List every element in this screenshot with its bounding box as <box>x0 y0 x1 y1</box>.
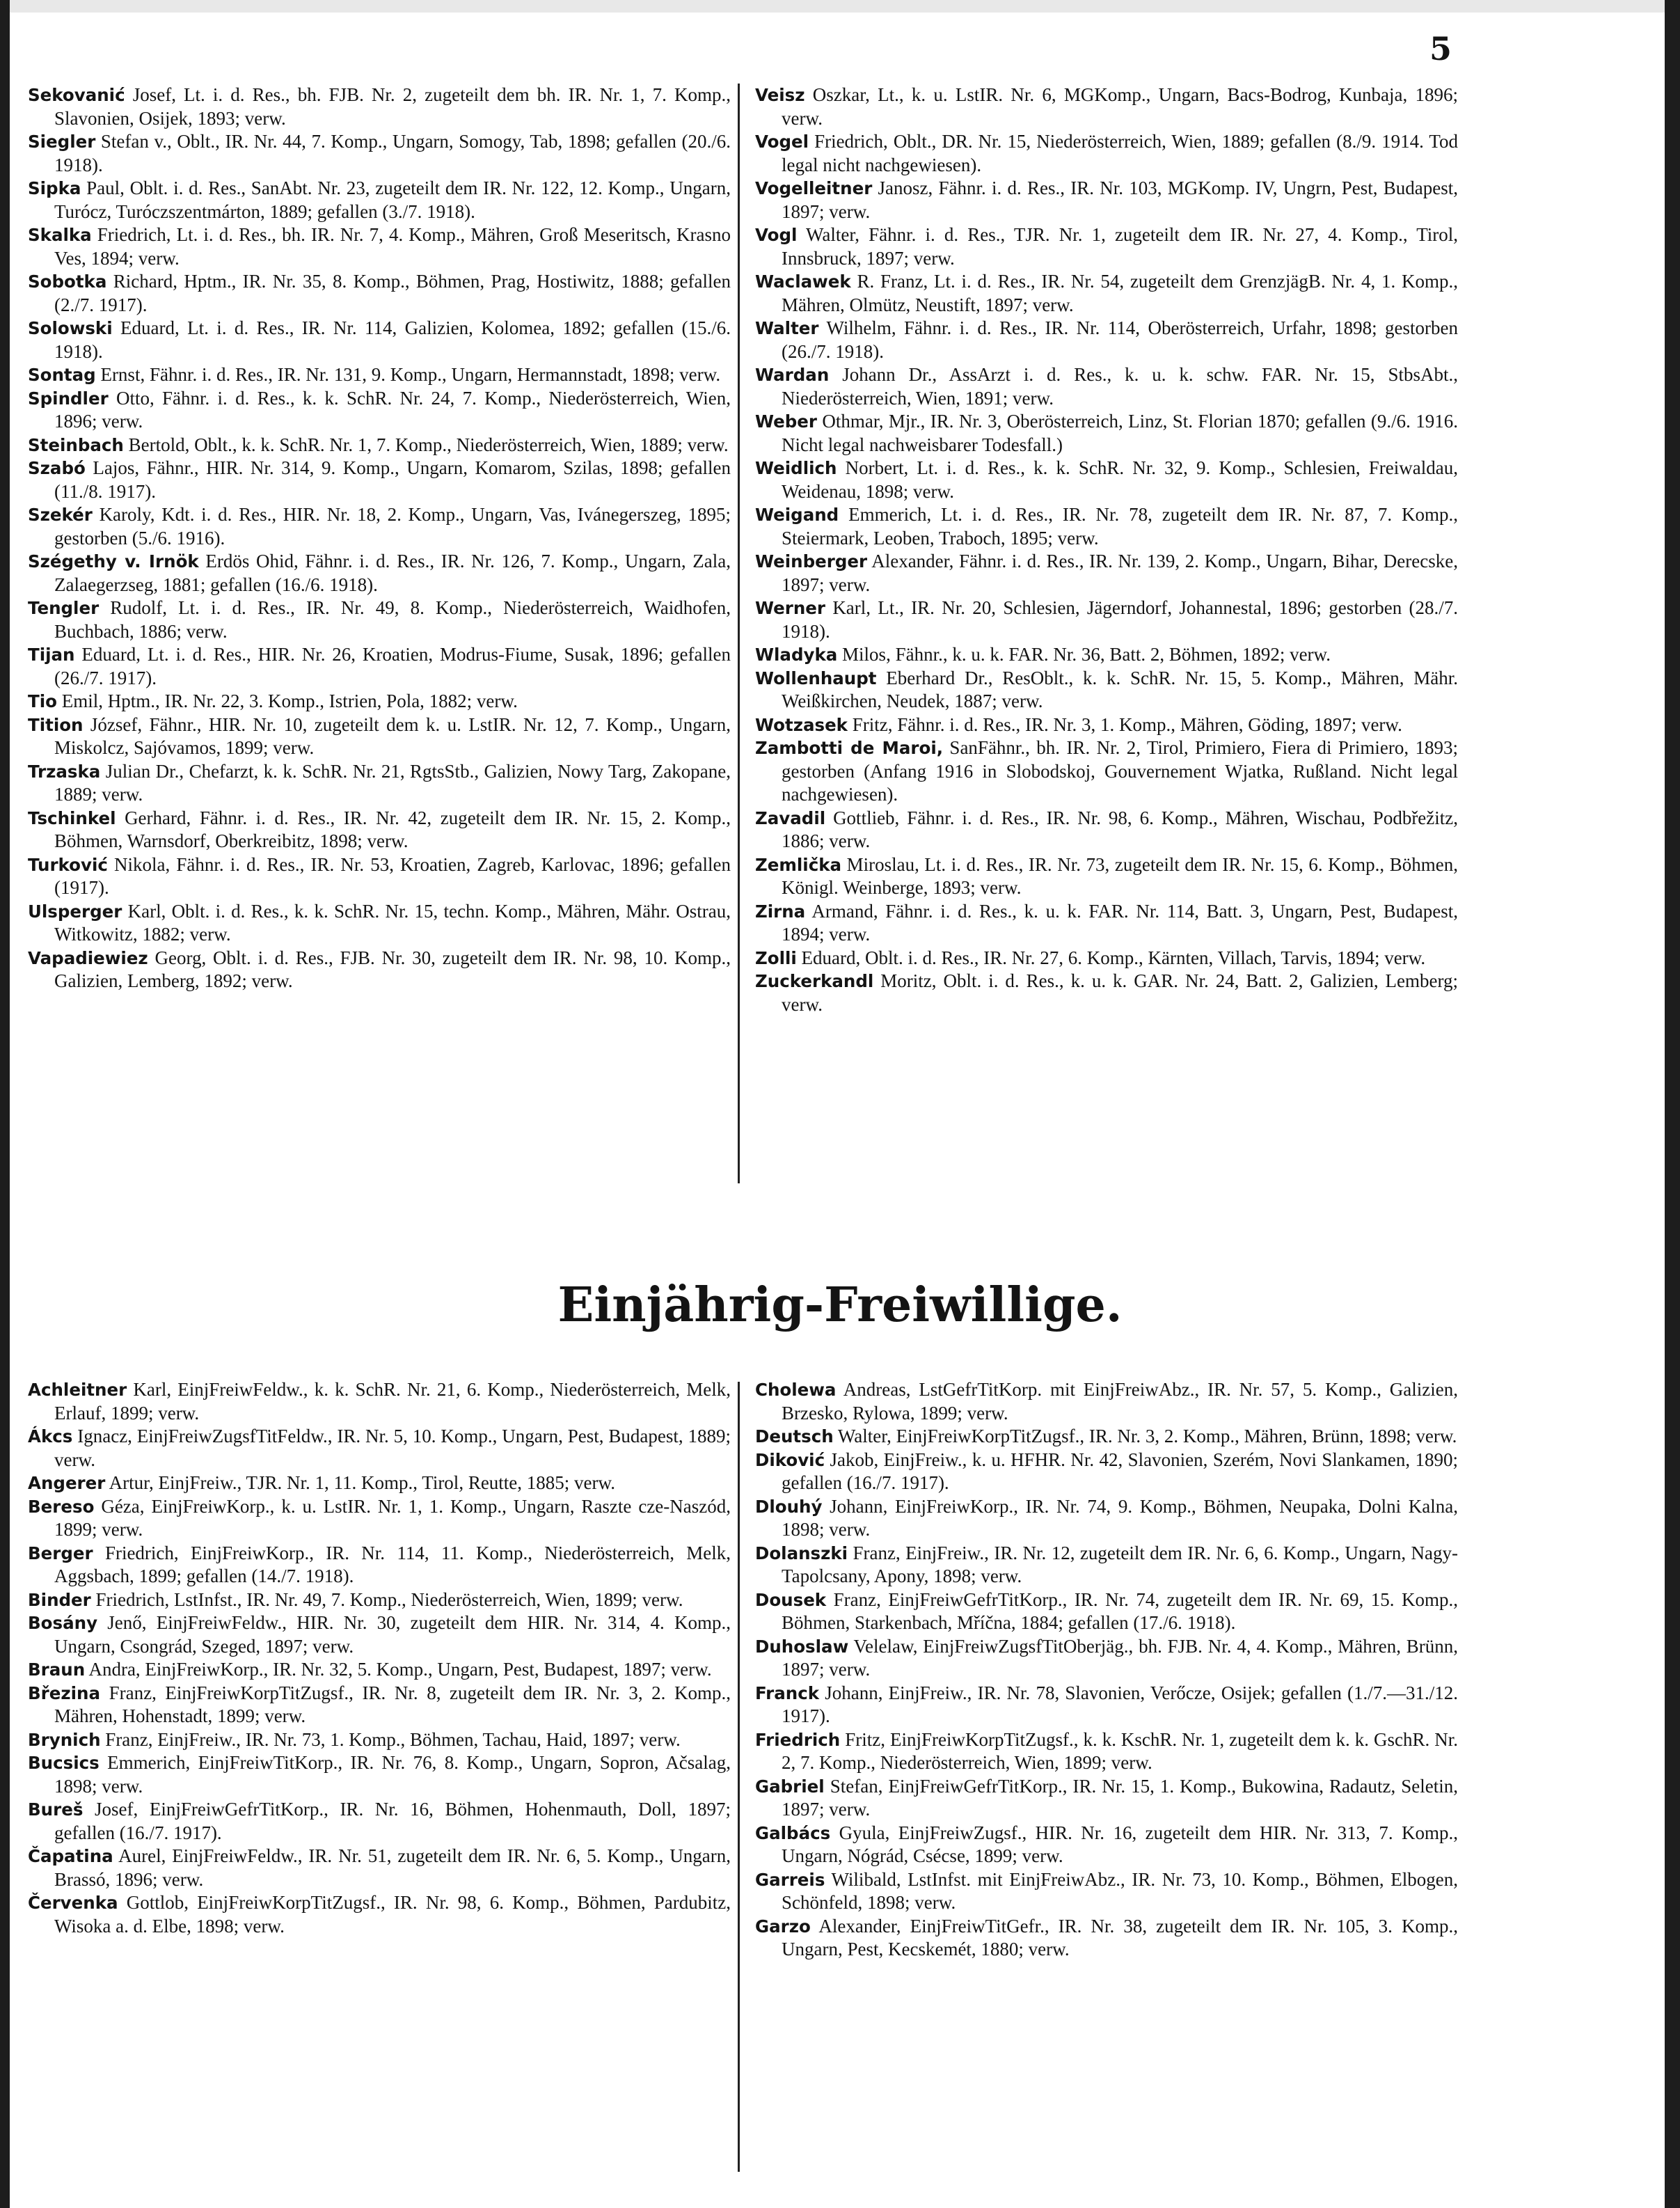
entry-details: Karl, Oblt. i. d. Res., k. k. SchR. Nr. 15, techn. Komp., Mähren, Mähr. Ostrau, Witkowitz, 1882; verw. <box>54 900 731 945</box>
entry-details: Artur, EinjFreiw., TJR. Nr. 1, 11. Komp., Tirol, Reutte, 1885; verw. <box>109 1472 616 1493</box>
entry-surname: Cholewa <box>755 1380 837 1400</box>
entry-surname: Galbács <box>755 1822 831 1843</box>
entry-surname: Vogelleitner <box>755 178 873 198</box>
entry-surname: Waclawek <box>755 271 851 292</box>
entry-details: Fritz, Fähnr. i. d. Res., IR. Nr. 3, 1. Komp., Mähren, Göding, 1897; verw. <box>852 713 1402 735</box>
entry-surname: Tengler <box>28 598 100 618</box>
roster-entry <box>28 130 731 177</box>
entry-details: Gottlieb, Fähnr. i. d. Res., IR. Nr. 98, 6. Komp., Mähren, Wischau, Podbřežitz, 1886; verw. <box>782 807 1459 851</box>
entry-surname: Bureš <box>28 1799 84 1820</box>
entry-surname: Weinberger <box>755 551 868 571</box>
roster-entry <box>28 1845 731 1891</box>
roster-entry <box>755 270 1458 317</box>
entry-details: Emmerich, EinjFreiwTitKorp., IR. Nr. 76, 8. Komp., Ungarn, Sopron, Ačsalag, 1898; verw. <box>54 1752 731 1797</box>
entry-surname: Spindler <box>28 388 109 409</box>
entry-surname: Garreis <box>755 1869 825 1890</box>
entry-details: Karl, Lt., IR. Nr. 20, Schlesien, Jägerndorf, Johannestal, 1896; gestorben (28./7. 1918). <box>782 597 1459 642</box>
entry-details: Ignacz, EinjFreiwZugsfTitFeldw., IR. Nr. 5, 10. Komp., Ungarn, Pest, Budapest, 1889; verw. <box>54 1426 731 1470</box>
entry-details: Eduard, Lt. i. d. Res., IR. Nr. 114, Galizien, Kolomea, 1892; gefallen (15./6. 1918). <box>54 317 731 362</box>
entry-surname: Bucsics <box>28 1753 100 1773</box>
roster-entry <box>28 1891 731 1938</box>
roster-entry <box>755 736 1458 807</box>
roster-entry <box>28 270 731 317</box>
entry-surname: Sontag <box>28 365 96 385</box>
entry-details: Eduard, Lt. i. d. Res., HIR. Nr. 26, Kroatien, Modrus-Fiume, Susak, 1896; gefallen (26./7. 1917). <box>54 644 731 688</box>
entry-details: Velelaw, EinjFreiwZugsfTitOberjäg., bh. FJB. Nr. 4, 4. Komp., Mähren, Brünn, 1897; verw. <box>782 1635 1459 1680</box>
roster-entry <box>755 363 1458 410</box>
roster-entry <box>28 760 731 807</box>
entry-surname: Weidlich <box>755 458 837 478</box>
entry-surname: Čapatina <box>28 1846 113 1866</box>
entry-surname: Gabriel <box>755 1776 825 1797</box>
entry-details: Aurel, EinjFreiwFeldw., IR. Nr. 51, zugeteilt dem IR. Nr. 6, 5. Komp., Ungarn, Brassó, 1896; verw. <box>54 1845 731 1890</box>
roster-entry <box>755 667 1458 713</box>
entry-surname: Wollenhaupt <box>755 668 877 688</box>
entry-surname: Binder <box>28 1589 91 1610</box>
roster-entry <box>755 643 1458 667</box>
roster-entry <box>28 1658 731 1682</box>
entry-surname: Solowski <box>28 318 113 338</box>
roster-entry <box>755 1915 1458 1962</box>
entry-surname: Dlouhý <box>755 1496 823 1517</box>
entry-surname: Wotzasek <box>755 714 848 735</box>
roster-entry <box>28 84 731 130</box>
entry-surname: Deutsch <box>755 1426 834 1446</box>
entry-details: Erdös Ohid, Fähnr. i. d. Res., IR. Nr. 126, 7. Komp., Ungarn, Zala, Zalaegerzseg, 1881; gefallen (16./6. 1918). <box>54 551 731 595</box>
roster-entry <box>28 853 731 900</box>
entry-details: Friedrich, LstInfst., IR. Nr. 49, 7. Komp., Niederösterreich, Wien, 1899; verw. <box>95 1588 683 1610</box>
entry-details: Friedrich, EinjFreiwKorp., IR. Nr. 114, 11. Komp., Niederösterreich, Melk, Aggsbach, 1899; gefallen (14./7. 1918). <box>54 1542 731 1586</box>
entry-details: Franz, EinjFreiwGefrTitKorp., IR. Nr. 74, zugeteilt dem IR. Nr. 69, 15. Komp., Böhmen, Starkenbach, Mříčna, 1884; gefallen (17./6. 1918). <box>782 1588 1459 1633</box>
roster-entry <box>28 1542 731 1588</box>
roster-entry <box>755 853 1458 900</box>
roster-entry <box>755 1588 1458 1635</box>
entry-details: Karoly, Kdt. i. d. Res., HIR. Nr. 18, 2. Komp., Ungarn, Vas, Ivánegerszeg, 1895; gestorben (5./6. 1916). <box>54 504 731 549</box>
scan-edge-right <box>1665 0 1680 2208</box>
entry-surname: Werner <box>755 598 825 618</box>
entry-details: Ernst, Fähnr. i. d. Res., IR. Nr. 131, 9. Komp., Ungarn, Hermannstadt, 1898; verw. <box>100 364 721 385</box>
roster-entry <box>28 387 731 434</box>
entry-surname: Angerer <box>28 1473 106 1493</box>
section-heading: Einjährig-Freiwillige. <box>557 1277 1123 1333</box>
roster-entry <box>755 317 1458 363</box>
roster-entry <box>28 807 731 853</box>
entry-surname: Vapadiewiez <box>28 947 148 968</box>
column-divider-top <box>738 84 740 1183</box>
roster-entry <box>755 1728 1458 1775</box>
entry-details: Franz, EinjFreiw., IR. Nr. 12, zugeteilt dem IR. Nr. 6, 6. Komp., Ungarn, Nagy-Tapolcsany, Apony, 1898; verw. <box>782 1542 1458 1586</box>
roster-entry <box>755 947 1458 970</box>
entry-surname: Tition <box>28 714 84 735</box>
entry-details: Armand, Fähnr. i. d. Res., k. u. k. FAR. Nr. 114, Batt. 3, Ungarn, Pest, Budapest, 1894; verw. <box>782 900 1458 945</box>
roster-entry <box>28 597 731 643</box>
roster-entry <box>28 457 731 503</box>
roster-entry <box>755 223 1458 270</box>
entry-surname: Duhoslaw <box>755 1636 849 1657</box>
roster-entry <box>28 1588 731 1612</box>
roster-entry <box>28 317 731 363</box>
roster-entry <box>28 1751 731 1798</box>
entry-surname: Szabó <box>28 458 86 478</box>
roster-entry <box>755 597 1458 643</box>
entry-details: Fritz, EinjFreiwKorpTitZugsf., k. k. KschR. Nr. 1, zugeteilt dem k. k. GschR. Nr. 2, 7. Komp., Niederösterreich, Wien, 1899; verw. <box>782 1728 1458 1773</box>
entry-details: Johann Dr., AssArzt i. d. Res., k. u. k. schw. FAR. Nr. 15, StbsAbt., Niederösterreich, Wien, 1891; verw. <box>782 364 1458 409</box>
entry-details: Emmerich, Lt. i. d. Res., IR. Nr. 78, zugeteilt dem IR. Nr. 87, 7. Komp., Steiermark, Leoben, Traboch, 1895; verw. <box>782 504 1458 549</box>
entry-details: Oszkar, Lt., k. u. LstIR. Nr. 6, MGKomp., Ungarn, Bacs-Bodrog, Kunbaja, 1896; verw. <box>782 84 1458 129</box>
entry-details: Jakob, EinjFreiw., k. u. HFHR. Nr. 42, Slavonien, Szerém, Novi Slankamen, 1890; gefallen (16./7. 1917). <box>782 1449 1459 1493</box>
roster-entry <box>28 223 731 270</box>
roster-entry <box>755 130 1458 177</box>
roster-entry <box>755 1775 1458 1822</box>
entry-surname: Turković <box>28 854 108 875</box>
entry-surname: Sekovanić <box>28 85 125 105</box>
entry-details: Moritz, Oblt. i. d. Res., k. u. k. GAR. Nr. 24, Batt. 2, Galizien, Lemberg; verw. <box>782 970 1459 1015</box>
entry-details: Gerhard, Fähnr. i. d. Res., IR. Nr. 42, zugeteilt dem IR. Nr. 15, 2. Komp., Böhmen, Warnsdorf, Oberkreibitz, 1898; verw. <box>54 807 731 851</box>
roster-entry <box>755 410 1458 457</box>
entry-details: Andreas, LstGefrTitKorp. mit EinjFreiwAbz., IR. Nr. 57, 5. Komp., Galizien, Brzesko, Rylowa, 1899; verw. <box>782 1379 1458 1424</box>
roster-entry <box>28 690 731 713</box>
entry-surname: Vogl <box>755 225 798 245</box>
entry-details: Paul, Oblt. i. d. Res., SanAbt. Nr. 23, zugeteilt dem IR. Nr. 122, 12. Komp., Ungarn, Turócz, Turóczszentmárton, 1889; gefallen (3./7. 1918). <box>54 178 731 222</box>
entry-details: Gyula, EinjFreiwZugsf., HIR. Nr. 16, zugeteilt dem HIR. Nr. 313, 7. Komp., Ungarn, Nógrád, Csécse, 1899; verw. <box>782 1822 1458 1866</box>
roster-entry <box>28 177 731 223</box>
entry-surname: Vogel <box>755 132 809 152</box>
roster-entry <box>755 1635 1458 1682</box>
entry-details: Friedrich, Oblt., DR. Nr. 15, Niederösterreich, Wien, 1889; gefallen (8./9. 1914. Tod legal nicht nachgewiesen). <box>782 131 1459 175</box>
entry-details: Bertold, Oblt., k. k. SchR. Nr. 1, 7. Komp., Niederösterreich, Wien, 1889; verw. <box>128 434 729 455</box>
roster-entry <box>28 713 731 760</box>
entry-surname: Garzo <box>755 1916 811 1937</box>
entry-surname: Ákcs <box>28 1426 73 1446</box>
volunteers-right-column <box>755 1378 1458 1962</box>
roster-entry <box>755 1495 1458 1542</box>
roster-entry <box>755 177 1458 223</box>
officers-left-column <box>28 84 731 993</box>
roster-entry <box>28 434 731 457</box>
entry-details: Stefan, EinjFreiwGefrTitKorp., IR. Nr. 15, 1. Komp., Bukowina, Radautz, Seletin, 1897; verw. <box>782 1775 1458 1820</box>
entry-details: Alexander, Fähnr. i. d. Res., IR. Nr. 139, 2. Komp., Ungarn, Bihar, Derecske, 1897; verw. <box>782 551 1458 595</box>
entry-details: Othmar, Mjr., IR. Nr. 3, Oberösterreich, Linz, St. Florian 1870; gefallen (9./6. 1916. Nicht legal nachweisbarer Todesfall.) <box>782 411 1458 455</box>
entry-surname: Szégethy v. Irnök <box>28 551 199 571</box>
roster-entry <box>28 1472 731 1495</box>
roster-entry <box>755 1425 1458 1449</box>
roster-entry <box>755 84 1458 130</box>
entry-details: Jenő, EinjFreiwFeldw., HIR. Nr. 30, zugeteilt dem HIR. Nr. 314, 4. Komp., Ungarn, Csongrád, Szeged, 1897; verw. <box>54 1612 731 1657</box>
roster-entry <box>28 1611 731 1658</box>
roster-entry <box>755 900 1458 947</box>
column-divider-bottom <box>738 1382 740 2172</box>
entry-details: Franz, EinjFreiw., IR. Nr. 73, 1. Komp., Böhmen, Tachau, Haid, 1897; verw. <box>105 1728 681 1750</box>
entry-details: Wilhelm, Fähnr. i. d. Res., IR. Nr. 114, Oberösterreich, Urfahr, 1898; gestorben (26./7. 1918). <box>782 317 1458 362</box>
entry-surname: Sipka <box>28 178 81 198</box>
entry-surname: Weigand <box>755 505 839 525</box>
entry-details: Josef, EinjFreiwGefrTitKorp., IR. Nr. 16, Böhmen, Hohenmauth, Doll, 1897; gefallen (16./7. 1917). <box>54 1799 731 1843</box>
entry-details: Wilibald, LstInfst. mit EinjFreiwAbz., IR. Nr. 73, 10. Komp., Böhmen, Elbogen, Schönfeld, 1898; verw. <box>782 1868 1458 1913</box>
entry-surname: Weber <box>755 411 818 432</box>
entry-details: Walter, Fähnr. i. d. Res., TJR. Nr. 1, zugeteilt dem IR. Nr. 27, 4. Komp., Tirol, Innsbruck, 1897; verw. <box>782 224 1458 269</box>
roster-entry <box>755 550 1458 597</box>
entry-details: Alexander, EinjFreiwTitGefr., IR. Nr. 38, zugeteilt dem IR. Nr. 105, 3. Komp., Ungarn, Pest, Kecskemét, 1880; verw. <box>782 1915 1458 1959</box>
entry-surname: Bereso <box>28 1496 95 1517</box>
roster-entry <box>755 713 1458 737</box>
entry-details: R. Franz, Lt. i. d. Res., IR. Nr. 54, zugeteilt dem GrenzjägB. Nr. 4, 1. Komp., Mähren, Olmütz, Neustift, 1897; verw. <box>782 271 1459 315</box>
roster-entry <box>28 947 731 993</box>
page-number: 5 <box>1429 30 1452 68</box>
entry-details: Georg, Oblt. i. d. Res., FJB. Nr. 30, zugeteilt dem IR. Nr. 98, 10. Komp., Galizien, Lemberg, 1892; verw. <box>54 947 731 991</box>
entry-surname: Zavadil <box>755 807 826 828</box>
entry-details: Miroslau, Lt. i. d. Res., IR. Nr. 73, zugeteilt dem IR. Nr. 15, 6. Komp., Böhmen, Königl. Weinberge, 1893; verw. <box>782 853 1458 898</box>
entry-surname: Skalka <box>28 225 92 245</box>
entry-details: Gottlob, EinjFreiwKorpTitZugsf., IR. Nr. 98, 6. Komp., Böhmen, Pardubitz, Wisoka a. d. Elbe, 1898; verw. <box>54 1892 731 1937</box>
entry-details: Stefan v., Oblt., IR. Nr. 44, 7. Komp., Ungarn, Somogy, Tab, 1898; gefallen (20./6. 1918). <box>54 131 731 175</box>
entry-details: Julian Dr., Chefarzt, k. k. SchR. Nr. 21, RgtsStb., Galizien, Nowy Targ, Zakopane, 1889; verw. <box>54 760 731 805</box>
entry-surname: Březina <box>28 1682 101 1703</box>
entry-details: Walter, EinjFreiwKorpTitZugsf., IR. Nr. 3, 2. Komp., Mähren, Brünn, 1898; verw. <box>837 1426 1457 1446</box>
entry-surname: Siegler <box>28 132 96 152</box>
entry-details: Rudolf, Lt. i. d. Res., IR. Nr. 49, 8. Komp., Niederösterreich, Waidhofen, Buchbach, 1886; verw. <box>54 597 731 642</box>
entry-surname: Achleitner <box>28 1380 127 1400</box>
entry-details: Eberhard Dr., ResOblt., k. k. SchR. Nr. 15, 5. Komp., Mähren, Mähr. Weißkirchen, Neudek, 1887; verw. <box>782 667 1459 711</box>
entry-surname: Sobotka <box>28 271 107 292</box>
entry-details: Josef, Lt. i. d. Res., bh. FJB. Nr. 2, zugeteilt dem bh. IR. Nr. 1, 7. Komp., Slavonien, Osijek, 1893; verw. <box>54 84 731 129</box>
roster-entry <box>755 1542 1458 1588</box>
entry-details: Eduard, Oblt. i. d. Res., IR. Nr. 27, 6. Komp., Kärnten, Villach, Tarvis, 1894; verw. <box>801 947 1426 968</box>
entry-surname: Dolanszki <box>755 1543 848 1563</box>
entry-details: SanFähnr., bh. IR. Nr. 2, Tirol, Primiero, Fiera di Primiero, 1893; gestorben (Anfang 1916 in Slobodskoj, Gouvernement Wjatka, Rußland. Nicht legal nachgewiesen). <box>782 737 1458 805</box>
roster-entry <box>28 1495 731 1542</box>
entry-details: Karl, EinjFreiwFeldw., k. k. SchR. Nr. 21, 6. Komp., Niederösterreich, Melk, Erlauf, 1899; verw. <box>54 1379 731 1424</box>
volunteers-left-column <box>28 1378 731 1938</box>
entry-details: Norbert, Lt. i. d. Res., k. k. SchR. Nr. 32, 9. Komp., Schlesien, Freiwaldau, Weidenau, 1898; verw. <box>782 457 1458 502</box>
entry-surname: Tijan <box>28 645 75 665</box>
roster-entry <box>755 1682 1458 1728</box>
entry-surname: Trzaska <box>28 761 101 782</box>
scan-edge-top <box>0 0 1680 13</box>
roster-entry <box>28 1425 731 1472</box>
roster-entry <box>755 1868 1458 1915</box>
entry-surname: Dousek <box>755 1589 827 1610</box>
entry-surname: Veisz <box>755 85 805 105</box>
entry-surname: Zirna <box>755 901 806 922</box>
entry-surname: Tschinkel <box>28 807 116 828</box>
entry-details: Emil, Hptm., IR. Nr. 22, 3. Komp., Istrien, Pola, 1882; verw. <box>61 691 518 711</box>
entry-details: Janosz, Fähnr. i. d. Res., IR. Nr. 103, MGKomp. IV, Ungrn, Pest, Budapest, 1897; verw. <box>782 178 1459 222</box>
entry-surname: Zolli <box>755 947 797 968</box>
roster-entry <box>28 503 731 550</box>
entry-details: Andra, EinjFreiwKorp., IR. Nr. 32, 5. Komp., Ungarn, Pest, Budapest, 1897; verw. <box>88 1659 712 1680</box>
entry-surname: Friedrich <box>755 1729 841 1750</box>
entry-details: Friedrich, Lt. i. d. Res., bh. IR. Nr. 7, 4. Komp., Mähren, Groß Meseritsch, Krasno Ves, 1894; verw. <box>54 224 731 269</box>
entry-surname: Berger <box>28 1543 93 1563</box>
roster-entry <box>28 900 731 947</box>
entry-details: Otto, Fähnr. i. d. Res., k. k. SchR. Nr. 24, 7. Komp., Niederösterreich, Wien, 1896; verw. <box>54 387 731 432</box>
roster-entry <box>755 970 1458 1016</box>
roster-entry <box>28 550 731 597</box>
entry-details: Géza, EinjFreiwKorp., k. u. LstIR. Nr. 1, 1. Komp., Ungarn, Raszte cze-Naszód, 1899; verw. <box>54 1495 731 1540</box>
roster-entry <box>755 503 1458 550</box>
entry-surname: Franck <box>755 1682 820 1703</box>
roster-entry <box>755 1822 1458 1868</box>
entry-surname: Braun <box>28 1659 86 1680</box>
roster-entry <box>28 1798 731 1845</box>
entry-surname: Walter <box>755 318 819 338</box>
entry-surname: Wardan <box>755 365 830 385</box>
roster-entry <box>28 643 731 690</box>
roster-entry <box>28 1682 731 1728</box>
entry-surname: Tio <box>28 691 57 711</box>
entry-surname: Červenka <box>28 1893 118 1913</box>
entry-details: Johann, EinjFreiw., IR. Nr. 78, Slavonien, Verőcze, Osijek; gefallen (1./7.—31./12. 1917). <box>782 1682 1458 1726</box>
entry-surname: Wladyka <box>755 645 838 665</box>
entry-surname: Zambotti de Maroi, <box>755 738 944 758</box>
roster-entry <box>28 1728 731 1752</box>
entry-surname: Szekér <box>28 505 93 525</box>
entry-details: Franz, EinjFreiwKorpTitZugsf., IR. Nr. 8, zugeteilt dem IR. Nr. 3, 2. Komp., Mähren, Hohenstadt, 1899; verw. <box>54 1682 731 1726</box>
entry-surname: Bosány <box>28 1613 98 1633</box>
roster-entry <box>755 1378 1458 1425</box>
entry-details: Richard, Hptm., IR. Nr. 35, 8. Komp., Böhmen, Prag, Hostiwitz, 1888; gefallen (2./7. 1917). <box>54 271 731 315</box>
entry-details: Johann, EinjFreiwKorp., IR. Nr. 74, 9. Komp., Böhmen, Neupaka, Dolni Kalna, 1898; verw. <box>782 1495 1458 1540</box>
entry-surname: Diković <box>755 1449 825 1470</box>
entry-details: Nikola, Fähnr. i. d. Res., IR. Nr. 53, Kroatien, Zagreb, Karlovac, 1896; gefallen (1917). <box>54 853 731 898</box>
entry-details: József, Fähnr., HIR. Nr. 10, zugeteilt dem k. u. LstIR. Nr. 12, 7. Komp., Ungarn, Miskolcz, Sajóvamos, 1899; verw. <box>54 713 731 758</box>
roster-entry <box>28 1378 731 1425</box>
roster-entry <box>755 1449 1458 1495</box>
scan-edge-left <box>0 0 10 2208</box>
entry-surname: Brynich <box>28 1729 101 1750</box>
roster-entry <box>755 807 1458 853</box>
entry-details: Milos, Fähnr., k. u. k. FAR. Nr. 36, Batt. 2, Böhmen, 1892; verw. <box>842 644 1331 665</box>
entry-details: Lajos, Fähnr., HIR. Nr. 314, 9. Komp., Ungarn, Komarom, Szilas, 1898; gefallen (11./8. 1917). <box>54 457 731 502</box>
entry-surname: Ulsperger <box>28 901 122 922</box>
entry-surname: Zuckerkandl <box>755 971 874 991</box>
entry-surname: Steinbach <box>28 434 124 455</box>
officers-right-column <box>755 84 1458 1016</box>
roster-entry <box>28 363 731 387</box>
roster-entry <box>755 457 1458 503</box>
entry-surname: Zemlička <box>755 854 842 875</box>
